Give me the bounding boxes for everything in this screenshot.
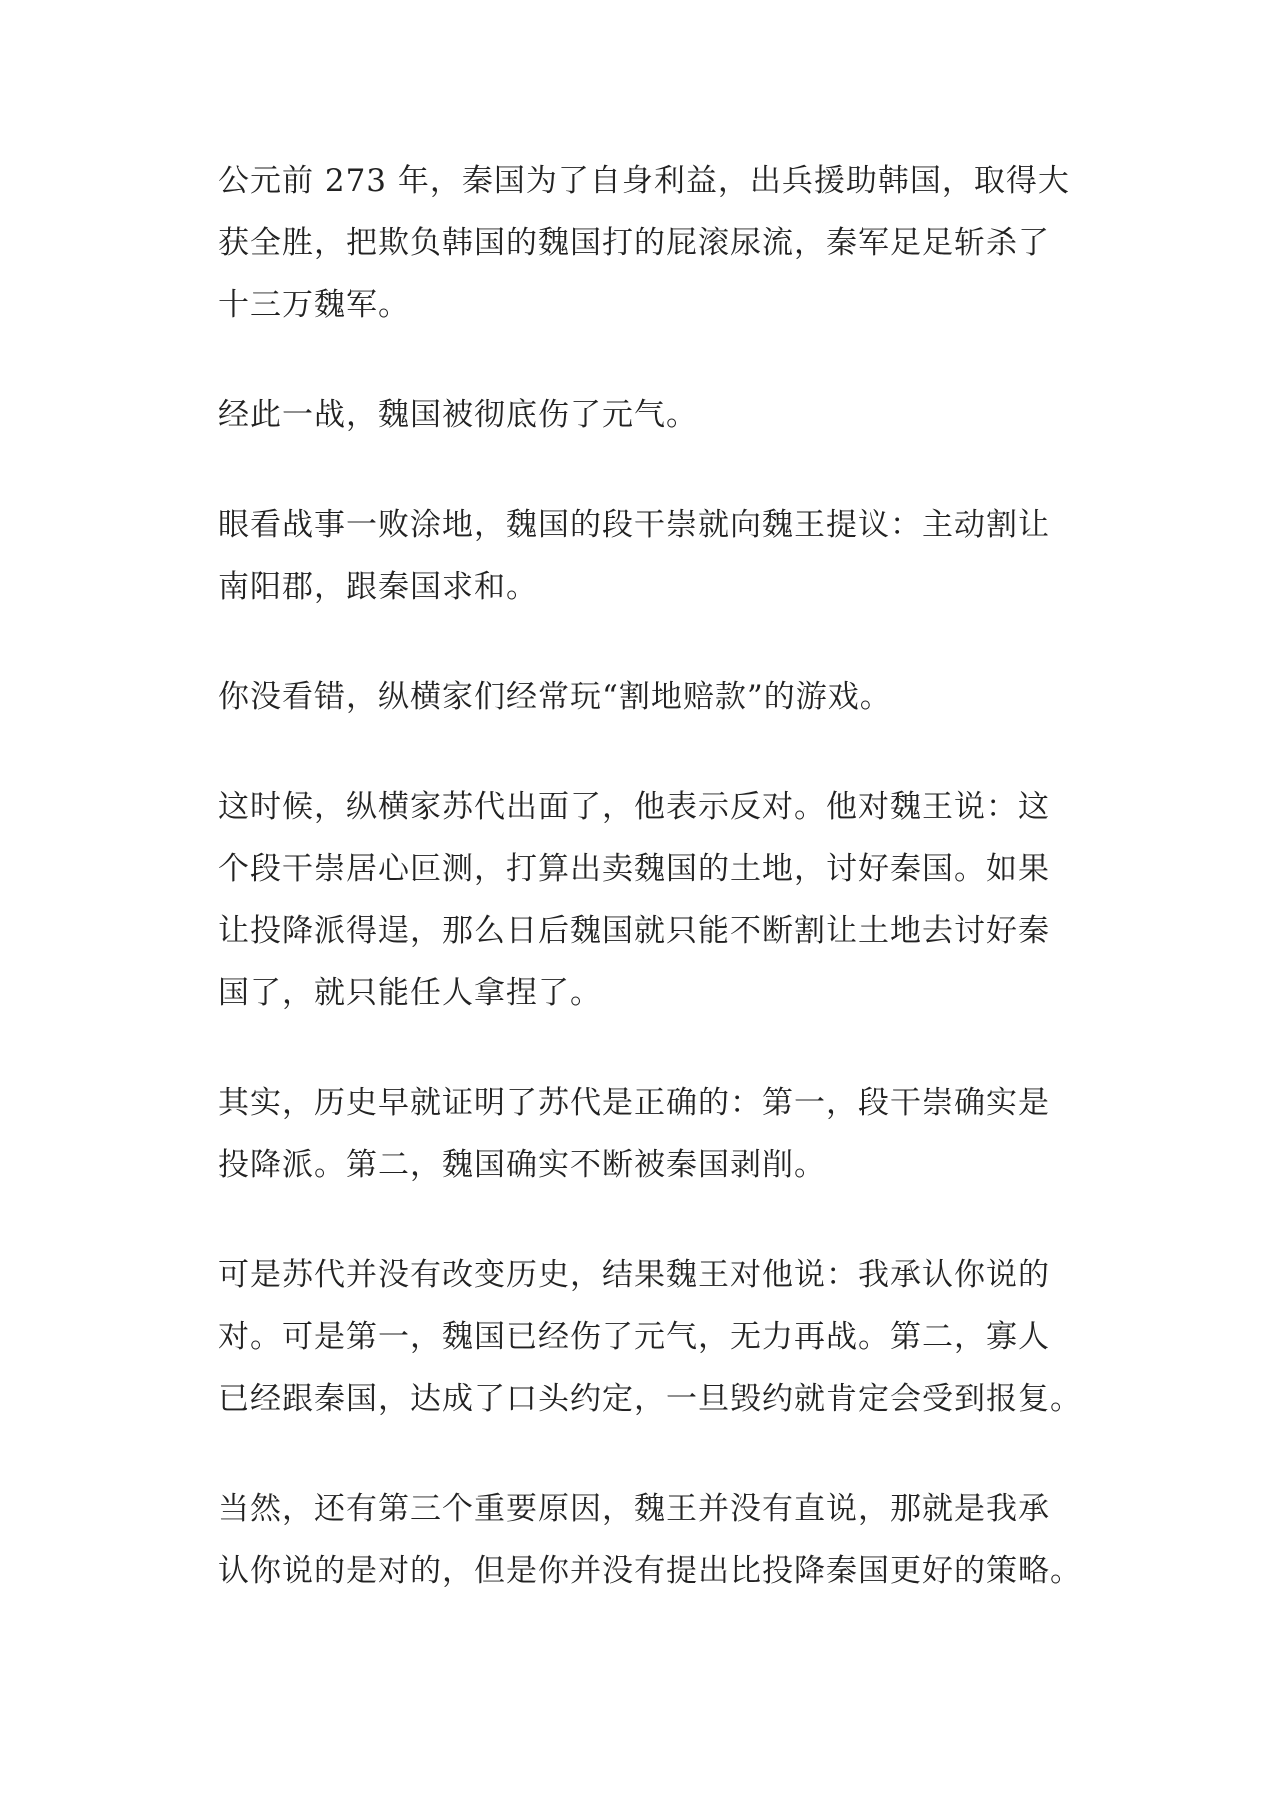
paragraph-3 (218, 494, 1068, 618)
paragraph-8 (218, 1478, 1082, 1602)
text-line: 个段干崇居心叵测，打算出卖魏国的土地，讨好秦国。如果 (218, 851, 1050, 887)
text-line: 当然，还有第三个重要原因，魏王并没有直说，那就是我承 (218, 1491, 1050, 1527)
document-body (218, 150, 1082, 1650)
paragraph-2 (218, 384, 1068, 446)
text-line: 眼看战事一败涂地，魏国的段干崇就向魏王提议：主动割让 (218, 507, 1050, 543)
paragraph-5 (218, 776, 1068, 1024)
text-line: 经此一战，魏国被彻底伤了元气。 (218, 397, 698, 433)
text-line: 让投降派得逞，那么日后魏国就只能不断割让土地去讨好秦 (218, 913, 1050, 949)
text-line: 对。可是第一，魏国已经伤了元气，无力再战。第二，寡人 (218, 1319, 1050, 1355)
text-line: 认你说的是对的，但是你并没有提出比投降秦国更好的策略。 (218, 1553, 1082, 1589)
text-line: 可是苏代并没有改变历史，结果魏王对他说：我承认你说的 (218, 1257, 1050, 1293)
text-line: 已经跟秦国，达成了口头约定，一旦毁约就肯定会受到报复。 (218, 1381, 1082, 1417)
text-line: 获全胜，把欺负韩国的魏国打的屁滚尿流，秦军足足斩杀了 (218, 225, 1050, 261)
text-line: 投降派。第二，魏国确实不断被秦国剥削。 (218, 1147, 826, 1183)
paragraph-7 (218, 1244, 1082, 1430)
text-line: 这时候，纵横家苏代出面了，他表示反对。他对魏王说：这 (218, 789, 1050, 825)
paragraph-1 (218, 150, 1068, 336)
paragraph-6 (218, 1072, 1068, 1196)
text-line: 南阳郡，跟秦国求和。 (218, 569, 538, 605)
text-line: 其实，历史早就证明了苏代是正确的：第一，段干崇确实是 (218, 1085, 1050, 1121)
text-line: 十三万魏军。 (218, 287, 410, 323)
text-line: 公元前 273 年，秦国为了自身利益，出兵援助韩国，取得大 (218, 163, 1070, 199)
text-line: 国了，就只能任人拿捏了。 (218, 975, 602, 1011)
text-line: 你没看错，纵横家们经常玩“割地赔款”的游戏。 (218, 679, 892, 715)
paragraph-4 (218, 666, 1068, 728)
